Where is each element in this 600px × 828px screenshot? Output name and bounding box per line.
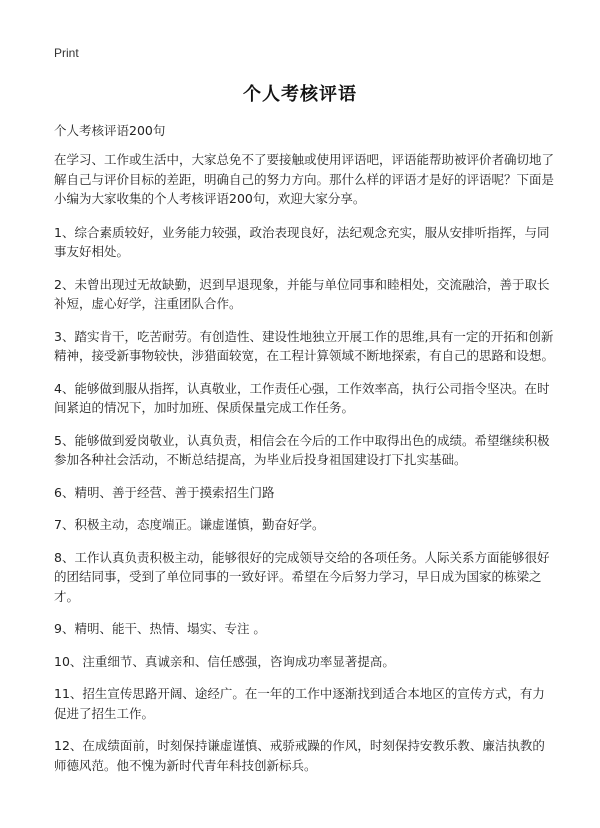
print-link[interactable]: Print (54, 46, 79, 60)
comment-item-8: 8、工作认真负责积极主动，能够很好的完成领导交给的各项任务。人际关系方面能够很好的团结同事，受到了单位同事的一致好评。希望在今后努力学习，早日成为国家的栋梁之才。 (54, 549, 550, 604)
comment-item-10: 10、注重细节、真诚亲和、信任感强，咨询成功率显著提高。 (54, 653, 395, 669)
document-subtitle: 个人考核评语200句 (54, 123, 166, 138)
comment-item-12: 12、在成绩面前，时刻保持谦虚谨慎、戒骄戒躁的作风，时刻保持安教乐教、廉洁执教的师德风范。他不愧为新时代青年科技创新标兵。 (54, 738, 545, 773)
comment-item-4: 4、能够做到服从指挥，认真敬业，工作责任心强，工作效率高，执行公司指令坚决。在时间紧迫的情况下，加时加班、保质保量完成工作任务。 (54, 380, 550, 415)
comment-item-11: 11、招生宣传思路开阔、途经广。在一年的工作中逐渐找到适合本地区的宣传方式，有力促进了招生工作。 (54, 686, 545, 721)
comment-item-1: 1、综合素质较好，业务能力较强，政治表现良好，法纪观念充实，服从安排听指挥，与同事友好相处。 (54, 224, 550, 259)
intro-paragraph: 在学习、工作或生活中，大家总免不了要接触或使用评语吧，评语能帮助被评价者确切地了解自己与评价目标的差距，明确自己的努力方向。那什么样的评语才是好的评语呢？下面是小编为大家收集的个人考核评语200句，欢迎大家分享。 (54, 152, 555, 206)
comment-item-6: 6、精明、善于经营、善于摸索招生门路 (54, 484, 275, 500)
document-body (54, 150, 554, 788)
comment-item-2: 2、未曾出现过无故缺勤，迟到早退现象，并能与单位同事和睦相处，交流融洽，善于取长补短，虚心好学，注重团队合作。 (54, 276, 550, 311)
comment-item-3: 3、踏实肯干，吃苦耐劳。有创造性、建设性地独立开展工作的思维,具有一定的开拓和创新精神，接受新事物较快，涉猎面较宽，在工程计算领域不断地探索，有自己的思路和设想。 (54, 328, 555, 363)
comment-item-7: 7、积极主动，态度端正。谦虚谨慎，勤奋好学。 (54, 517, 325, 532)
comment-item-9: 9、精明、能干、热情、塌实、专注 。 (54, 621, 266, 636)
comment-item-5: 5、能够做到爱岗敬业，认真负责，相信会在今后的工作中取得出色的成绩。希望继续积极参加各种社会活动，不断总结提高，为毕业后投身祖国建设打下扎实基础。 (54, 432, 550, 467)
page-title: 个人考核评语 (243, 84, 357, 105)
